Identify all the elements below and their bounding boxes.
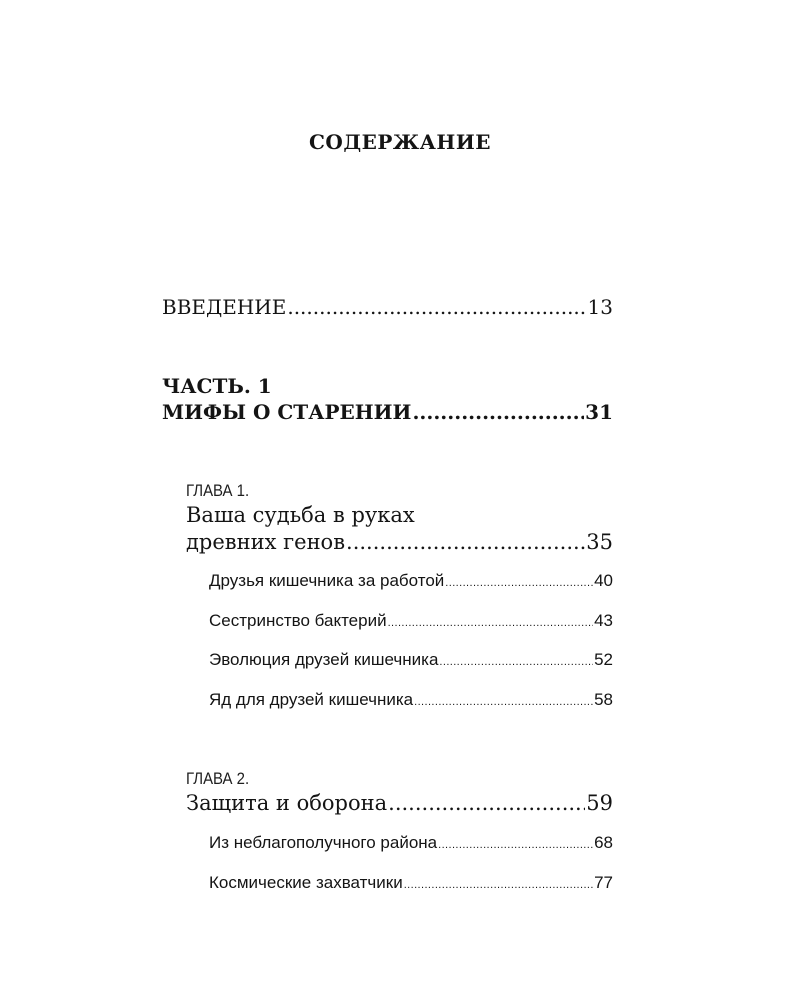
chapter-label: ГЛАВА 1. (186, 481, 250, 500)
part-label: ЧАСТЬ. 1 (162, 374, 272, 398)
toc-title: СОДЕРЖАНИЕ (309, 130, 491, 154)
dot-leader (388, 611, 593, 631)
dot-leader (438, 833, 593, 853)
chapter-label: ГЛАВА 2. (186, 769, 250, 788)
toc-entry-page: 13 (587, 295, 613, 319)
toc-entry-page: 68 (594, 833, 613, 852)
toc-entry-title: Из неблагополучного района (209, 833, 438, 852)
toc-entry-page: 40 (594, 571, 613, 590)
toc-entry-title: Сестринство бактерий (209, 611, 387, 630)
toc-entry-title: Эволюция друзей кишечника (209, 650, 439, 669)
toc-entry-page: 59 (586, 791, 613, 815)
toc-entry-intro[interactable] (162, 295, 613, 319)
chapter-title-line: Ваша судьба в руках (186, 503, 415, 527)
toc-section-entry[interactable] (209, 571, 613, 591)
toc-entry-title: Защита и оборона (186, 791, 388, 815)
toc-entry-title: ВВЕДЕНИЕ (162, 295, 287, 319)
toc-entry-chapter2[interactable] (186, 791, 613, 815)
toc-entry-title: МИФЫ О СТАРЕНИИ (162, 400, 412, 424)
toc-entry-part1[interactable] (162, 400, 613, 424)
toc-entry-page: 43 (594, 611, 613, 630)
toc-section-entry[interactable] (209, 833, 613, 853)
dot-leader (412, 400, 584, 424)
toc-entry-page: 31 (585, 400, 613, 424)
dot-leader (439, 650, 593, 670)
dot-leader (346, 530, 585, 554)
toc-entry-page: 58 (594, 690, 613, 709)
toc-entry-title: Яд для друзей кишечника (209, 690, 414, 709)
dot-leader (404, 873, 593, 893)
toc-section-entry[interactable] (209, 690, 613, 710)
toc-section-entry[interactable] (209, 650, 613, 670)
toc-entry-title: древних генов (186, 530, 346, 554)
toc-entry-page: 35 (586, 530, 613, 554)
toc-entry-page: 52 (594, 650, 613, 669)
dot-leader (388, 791, 585, 815)
dot-leader (414, 690, 593, 710)
toc-entry-title: Космические захватчики (209, 873, 403, 892)
dot-leader (287, 295, 586, 319)
toc-section-entry[interactable] (209, 873, 613, 893)
toc-entry-page: 77 (594, 873, 613, 892)
dot-leader (445, 571, 593, 591)
toc-section-entry[interactable] (209, 611, 613, 631)
toc-entry-title: Друзья кишечника за работой (209, 571, 445, 590)
toc-entry-chapter1[interactable] (186, 530, 613, 554)
